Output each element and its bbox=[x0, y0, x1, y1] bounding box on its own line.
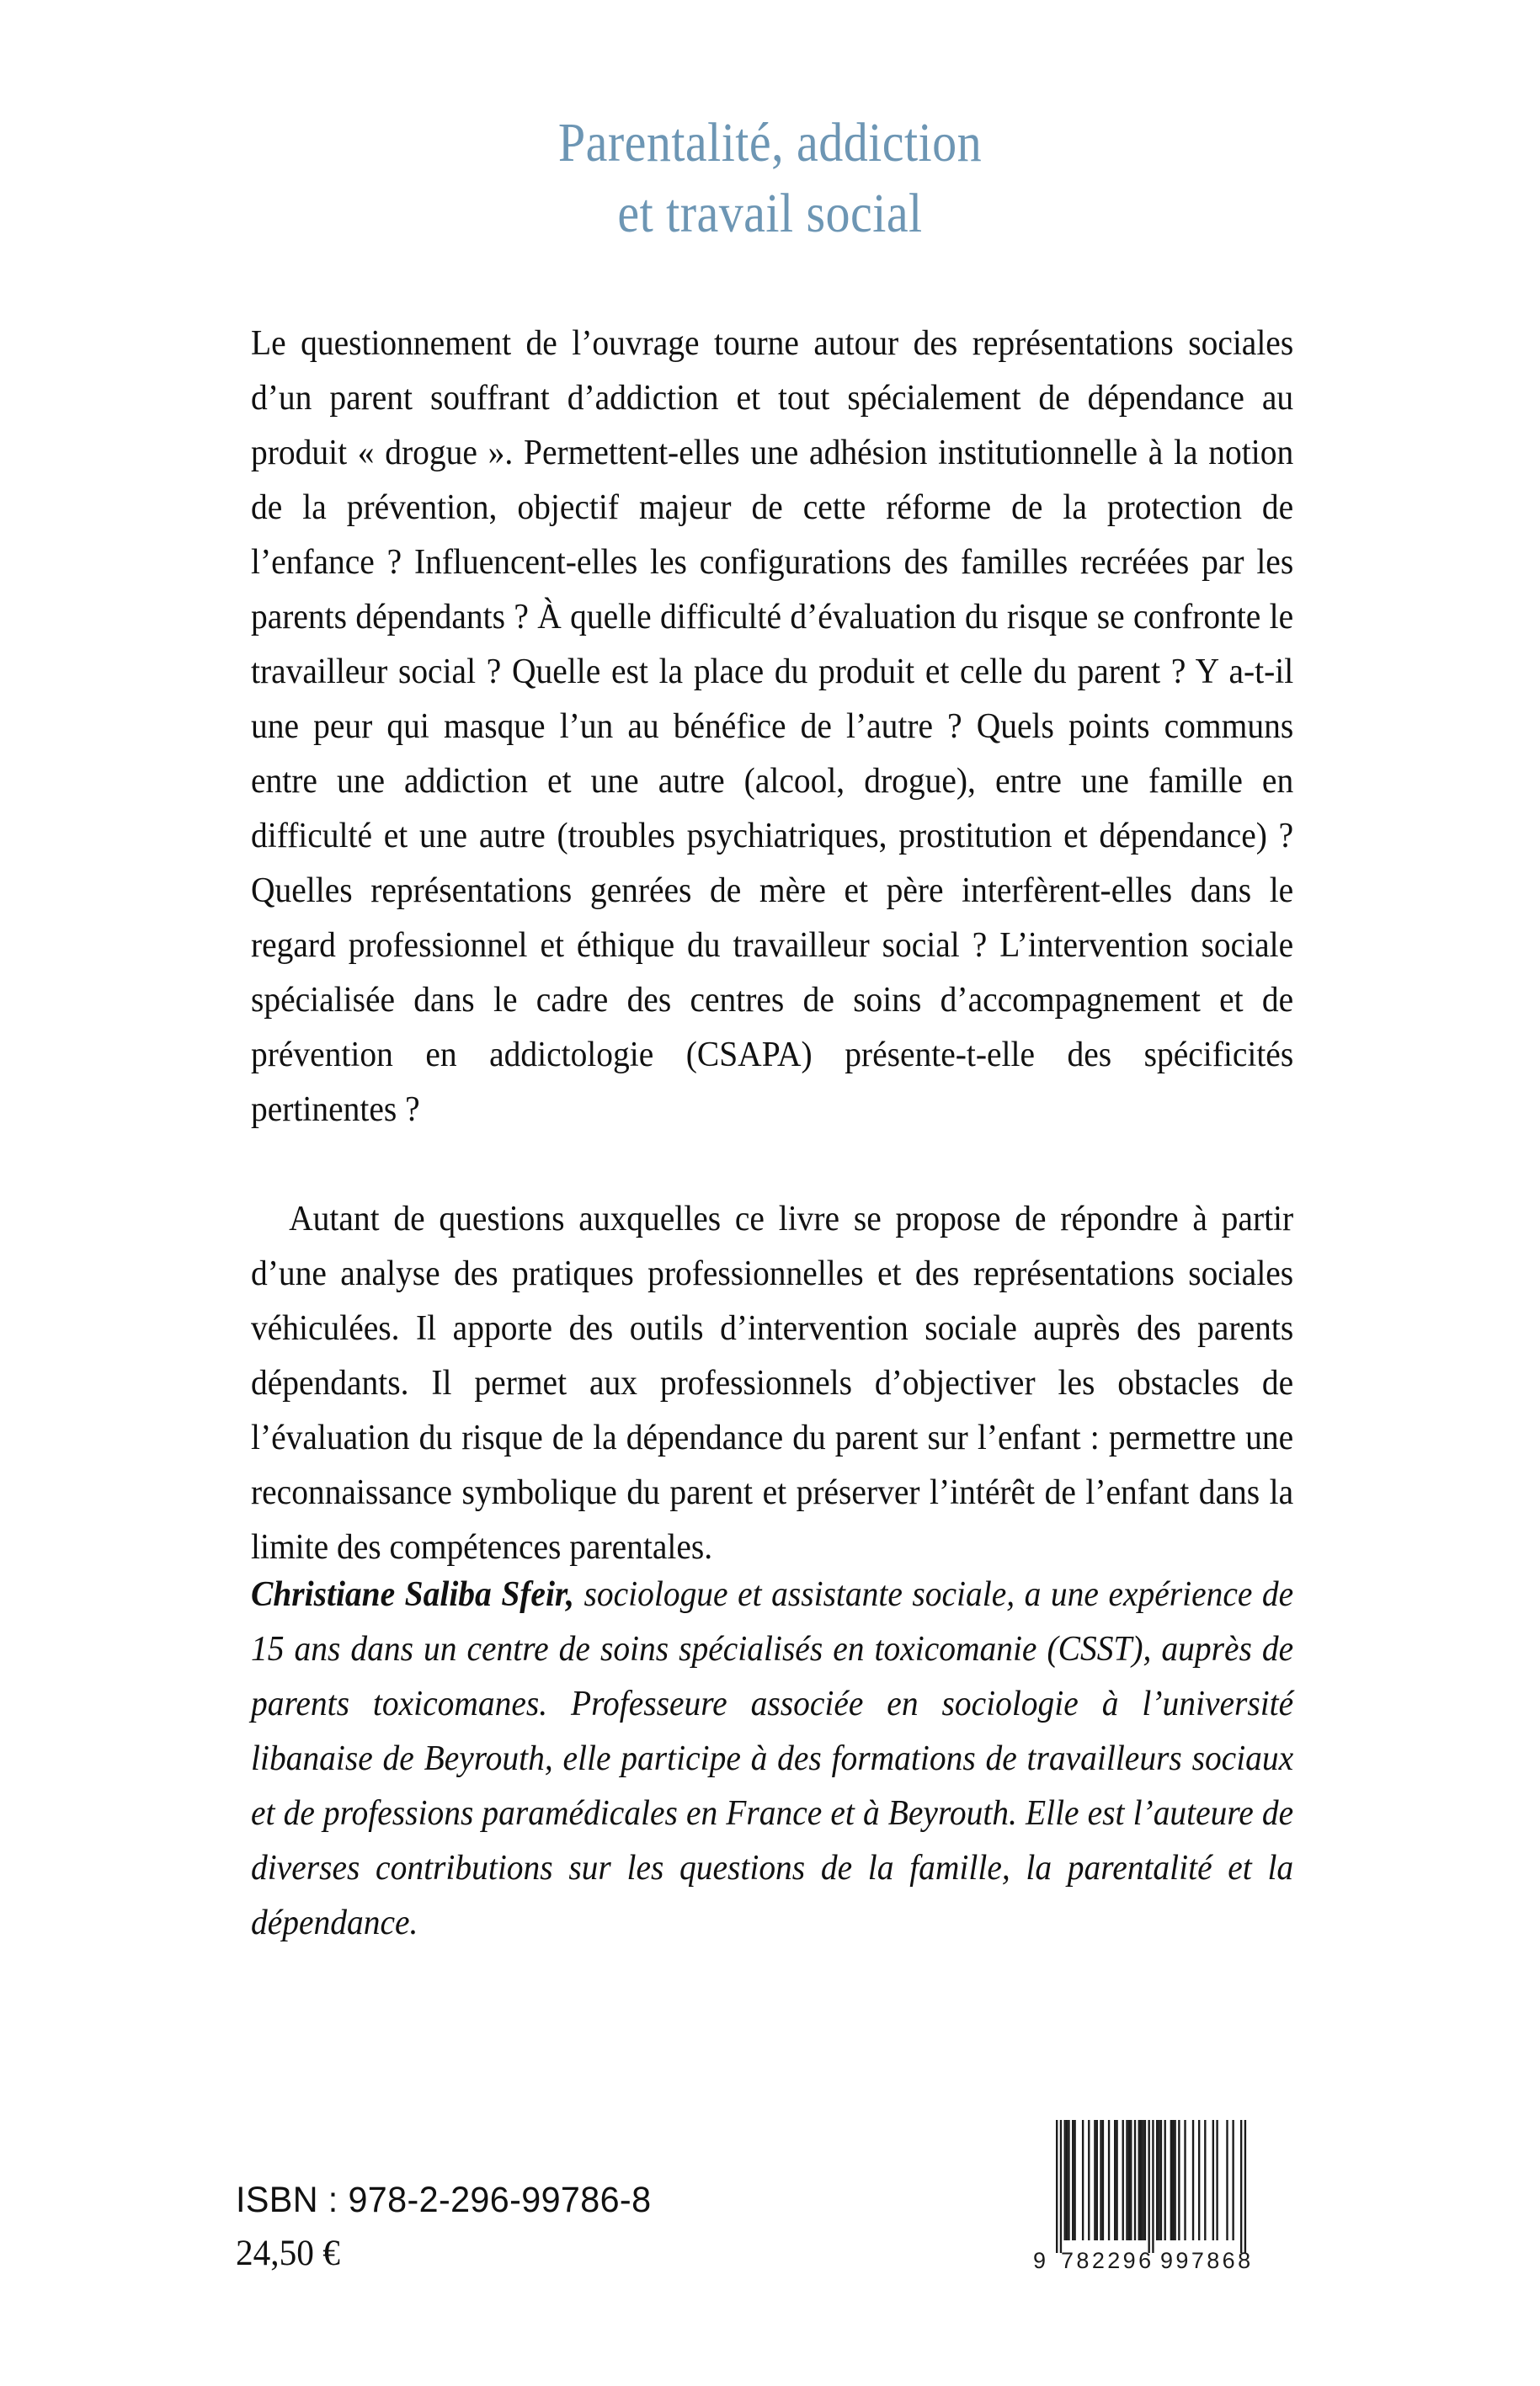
blurb-paragraph-1: Le questionnement de l’ouvrage tourne autour des représentations sociales d’un parent souffrant d’addiction et tout spécialement de dépendance au produit « drogue ». Permettent-elles une adhésion institutionnelle à la notion de la prévention, objectif majeur de cette réforme de la protection de l’enfance ? Influencent-elles les configurations des familles recréées par les parents dépendants ? À quelle difficulté d’évaluation du risque se confronte le travailleur social ? Quelle est la place du produit et celle du parent ? Y a-t-il une peur qui masque l’un au bénéfice de l’autre ? Quels points communs entre une addiction et une autre (alcool, drogue), entre une famille en difficulté et une autre (troubles psychiatriques, prostitution et dépendance) ? Quelles représentations genrées de mère et père interfèrent-elles dans le regard professionnel et éthique du travailleur social ? L’intervention sociale spécialisée dans le cadre des centres de soins d’accompagnement et de prévention en addictologie (CSAPA) présente-t-elle des spécificités pertinentes ? bbox=[251, 324, 1294, 1129]
svg-text:782296: 782296 bbox=[1061, 2248, 1154, 2273]
isbn-text: ISBN : 978-2-296-99786-8 bbox=[236, 2180, 652, 2220]
author-bio-section bbox=[251, 1568, 1293, 1951]
blurb-section bbox=[251, 317, 1293, 1575]
ean13-barcode bbox=[1029, 2120, 1273, 2273]
author-name: Christiane Saliba Sfeir, bbox=[251, 1575, 574, 1614]
svg-text:9: 9 bbox=[1033, 2248, 1047, 2273]
book-title-line-1: Parentalité, addiction bbox=[557, 112, 983, 173]
blurb-paragraph-2: Autant de questions auxquelles ce livre se propose de répondre à partir d’une analyse des pratiques professionnelles et des représentations sociales véhiculées. Il apporte des outils d’intervention sociale auprès des parents dépendants. Il permet aux professionnels d’objectiver les obstacles de l’évaluation du risque de la dépendance du parent sur l’enfant : permettre une reconnaissance symbolique du parent et préserver l’intérêt de l’enfant dans la limite des compétences parentales. bbox=[251, 1200, 1294, 1567]
book-title-line-2: et travail social bbox=[617, 183, 923, 244]
book-title bbox=[0, 108, 1540, 249]
barcode-graphic bbox=[1029, 2120, 1273, 2273]
author-bio-text: sociologue et assistante sociale, a une expérience de 15 ans dans un centre de soins spécialisés en toxicomanie (CSST), auprès de parents toxicomanes. Professeure associée en sociologie à l’université libanaise de Beyrouth, elle participe à des formations de travailleurs sociaux et de professions paramédicales en France et à Beyrouth. Elle est l’auteure de diverses contributions sur les questions de la famille, la parentalité et la dépendance. bbox=[251, 1575, 1294, 1942]
svg-text:997868: 997868 bbox=[1160, 2248, 1254, 2273]
price-text: 24,50 € bbox=[236, 2234, 340, 2273]
author-bio-paragraph bbox=[251, 1568, 1293, 1951]
footer-isbn-price bbox=[236, 2176, 825, 2278]
